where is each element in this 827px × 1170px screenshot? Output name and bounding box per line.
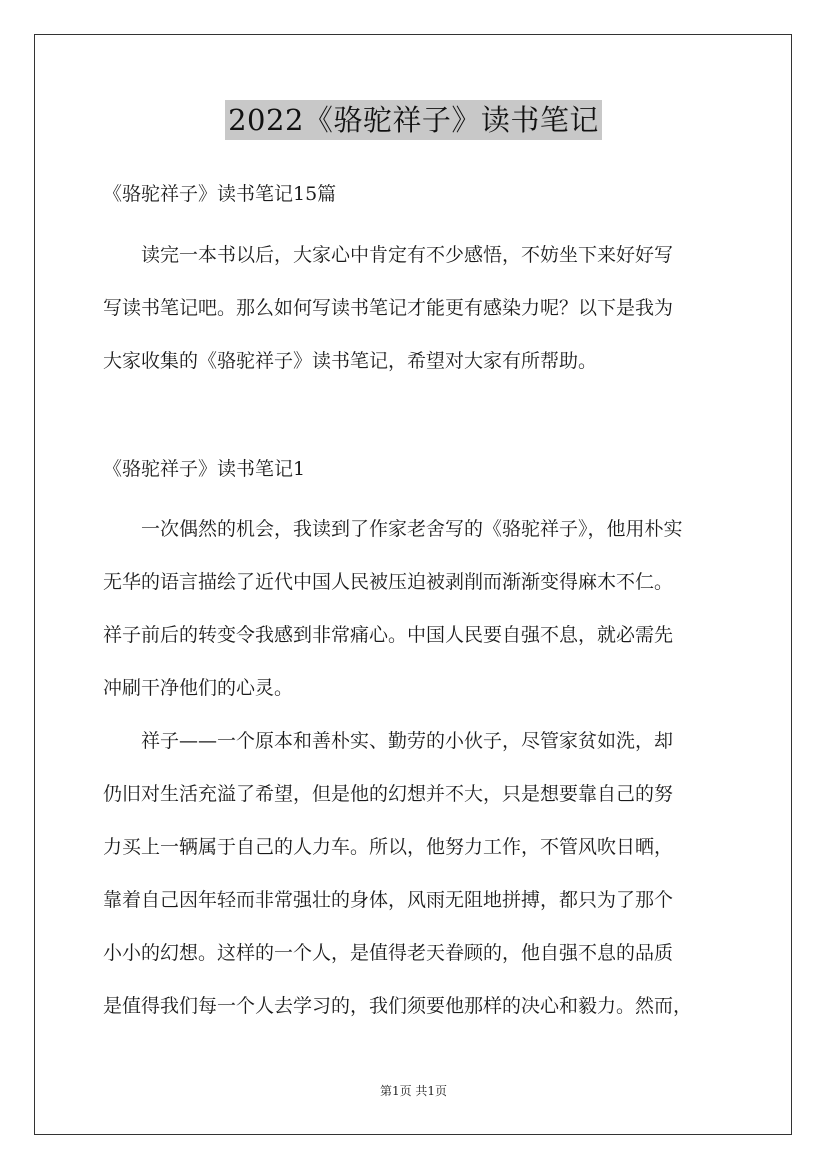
paragraph-line: 祥子前后的转变令我感到非常痛心。中国人民要自强不息，就必需先 bbox=[103, 624, 674, 646]
paragraph-line: 无华的语言描绘了近代中国人民被压迫被剥削而渐渐变得麻木不仁。 bbox=[103, 571, 674, 593]
paragraph-line: 祥子——一个原本和善朴实、勤劳的小伙子，尽管家贫如洗，却 bbox=[141, 730, 674, 752]
paragraph-line: 一次偶然的机会，我读到了作家老舍写的《骆驼祥子》，他用朴实 bbox=[141, 518, 683, 540]
paragraph-line: 力买上一辆属于自己的人力车。所以，他努力工作，不管风吹日晒， bbox=[103, 836, 674, 858]
paragraph-line: 冲刷干净他们的心灵。 bbox=[103, 677, 294, 699]
intro-line: 大家收集的《骆驼祥子》读书笔记，希望对大家有所帮助。 bbox=[103, 350, 598, 372]
title-container bbox=[0, 100, 827, 140]
paragraph-2 bbox=[103, 715, 733, 1033]
paragraph-line: 靠着自己因年轻而非常强壮的身体，风雨无阻地拼搏，都只为了那个 bbox=[103, 889, 674, 911]
page-footer: 第1页 共1页 bbox=[379, 1084, 448, 1098]
document-title: 2022《骆驼祥子》读书笔记 bbox=[225, 100, 602, 140]
section-heading: 《骆驼祥子》读书笔记1 bbox=[103, 458, 306, 480]
paragraph-line: 仍旧对生活充溢了希望，但是他的幻想并不大，只是想要靠自己的努 bbox=[103, 783, 674, 805]
document-subtitle: 《骆驼祥子》读书笔记15篇 bbox=[103, 183, 337, 205]
paragraph-1 bbox=[103, 503, 733, 715]
document-body bbox=[103, 177, 733, 1033]
intro-paragraph bbox=[103, 229, 733, 388]
intro-line: 写读书笔记吧。那么如何写读书笔记才能更有感染力呢？以下是我为 bbox=[103, 297, 674, 319]
paragraph-line: 小小的幻想。这样的一个人，是值得老天眷顾的，他自强不息的品质 bbox=[103, 942, 674, 964]
paragraph-line: 是值得我们每一个人去学习的，我们须要他那样的决心和毅力。然而， bbox=[103, 995, 693, 1017]
intro-line: 读完一本书以后，大家心中肯定有不少感悟，不妨坐下来好好写 bbox=[141, 244, 674, 266]
